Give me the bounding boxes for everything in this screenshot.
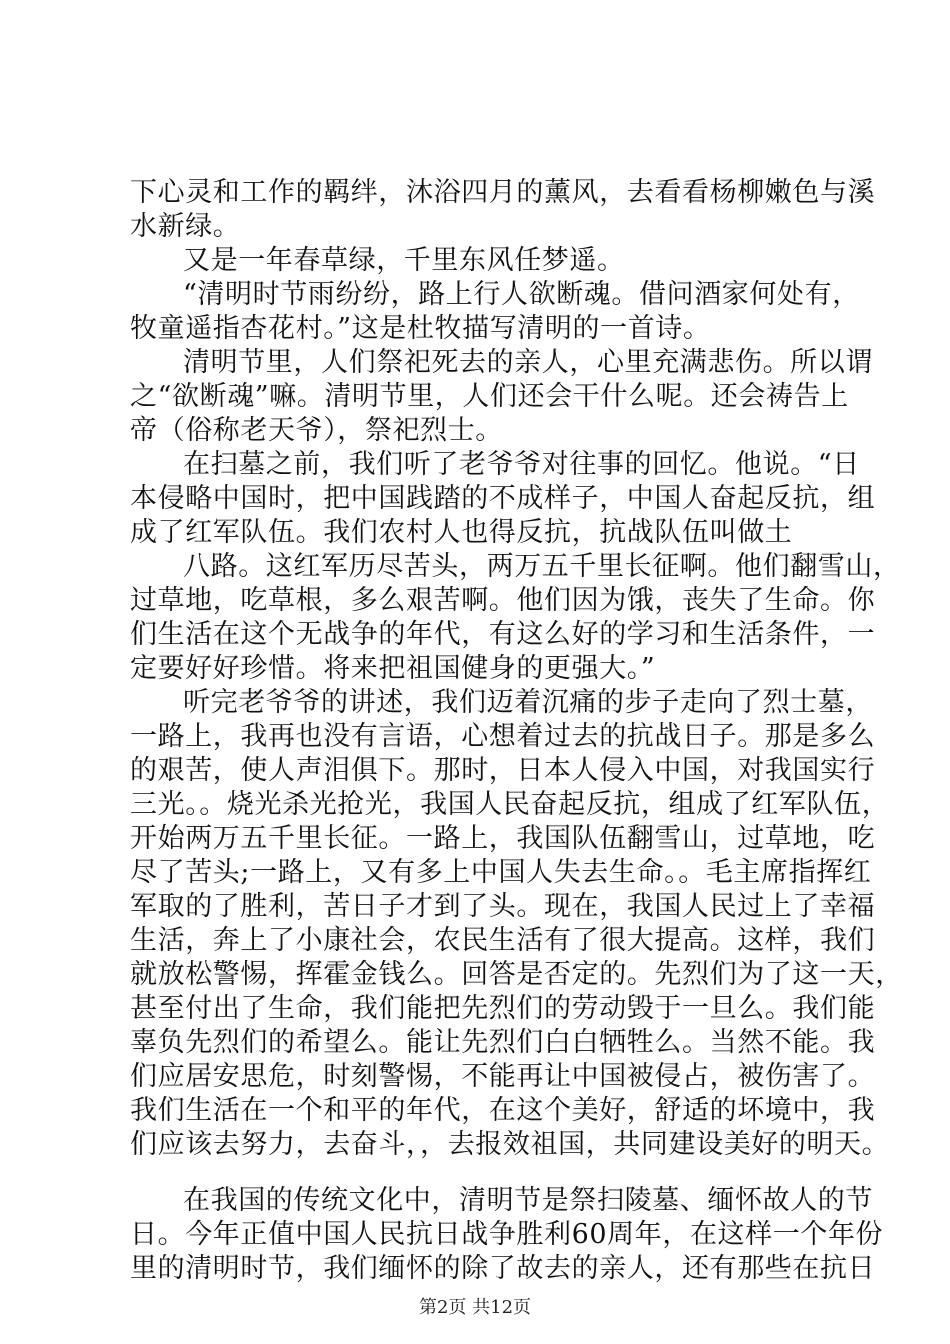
text-line: 帝（俗称老天爷），祭祀烈士。: [130, 415, 503, 446]
text-line: 日。今年正值中国人民抗日战争胜利60周年，在这样一个年份: [130, 1219, 884, 1250]
text-line: 里的清明时节，我们缅怀的除了故去的亲人，还有那些在抗日: [130, 1253, 876, 1284]
text-line: 之“欲断魂”嘛。清明节里，人们还会干什么呢。还会祷告上: [130, 381, 849, 412]
text-line: 一路上，我再也没有言语，心想着过去的抗战日子。那是多么: [130, 721, 876, 752]
text-line: 辜负先烈们的希望么。能让先烈们白白牺牲么。当然不能。我: [130, 1027, 876, 1058]
text-line: 水新绿。: [130, 211, 241, 242]
text-line: 下心灵和工作的羁绊，沐浴四月的薰风，去看看杨柳嫩色与溪: [130, 177, 876, 208]
text-line: 们应该去努力，去奋斗，，去报效祖国，共同建设美好的明天。: [130, 1129, 890, 1160]
text-line: 又是一年春草绿，千里东风任梦遥。: [183, 245, 625, 276]
text-line: 过草地，吃草根，多么艰苦啊。他们因为饿，丧失了生命。你: [130, 585, 876, 616]
text-line: “清明时节雨纷纷，路上行人欲断魂。借问酒家何处有，: [183, 279, 860, 310]
text-line: 的艰苦，使人声泪俱下。那时，日本人侵入中国，对我国实行: [130, 755, 876, 786]
text-line: 开始两万五千里长征。一路上，我国队伍翻雪山，过草地，吃: [130, 823, 876, 854]
text-line: 三光。。烧光杀光抢光，我国人民奋起反抗，组成了红军队伍，: [130, 789, 890, 820]
text-line: 牧童遥指杏花村。”这是杜牧描写清明的一首诗。: [130, 313, 711, 344]
text-line: 清明节里，人们祭祀死去的亲人，心里充满悲伤。所以谓: [183, 347, 873, 378]
text-line: 甚至付出了生命，我们能把先烈们的劳动毁于一旦么。我们能: [130, 993, 876, 1024]
text-line: 听完老爷爷的讲述，我们迈着沉痛的步子走向了烈士墓，: [183, 687, 873, 718]
text-line: 我们生活在一个和平的年代，在这个美好，舒适的坏境中，我: [130, 1095, 876, 1126]
page-number-footer: 第2页 共12页: [418, 1297, 532, 1318]
text-line: 成了红军队伍。我们农村人也得反抗，抗战队伍叫做土: [130, 517, 793, 548]
text-line: 军取的了胜利，苦日子才到了头。现在，我国人民过上了幸福: [130, 891, 876, 922]
text-line: 八路。这红军历尽苦头，两万五千里长征啊。他们翻雪山，: [183, 551, 901, 582]
text-line: 们应居安思危，时刻警惕，不能再让中国被侵占，被伤害了。: [130, 1061, 876, 1092]
text-line: 就放松警惕，挥霍金钱么。回答是否定的。先烈们为了这一天，: [130, 959, 903, 990]
text-line: 尽了苦头;一路上，又有多上中国人失去生命。。毛主席指挥红: [130, 857, 872, 888]
text-line: 们生活在这个无战争的年代，有这么好的学习和生活条件，一: [130, 619, 876, 650]
text-line: 在扫墓之前，我们听了老爷爷对往事的回忆。他说。“日: [183, 449, 860, 480]
text-line: 生活，奔上了小康社会，农民生活有了很大提高。这样，我们: [130, 925, 876, 956]
text-line: 定要好好珍惜。将来把祖国健身的更强大。”: [130, 653, 656, 684]
text-line: 本侵略中国时，把中国践踏的不成样子，中国人奋起反抗，组: [130, 483, 876, 514]
text-line: 在我国的传统文化中，清明节是祭扫陵墓、缅怀故人的节: [183, 1185, 873, 1216]
